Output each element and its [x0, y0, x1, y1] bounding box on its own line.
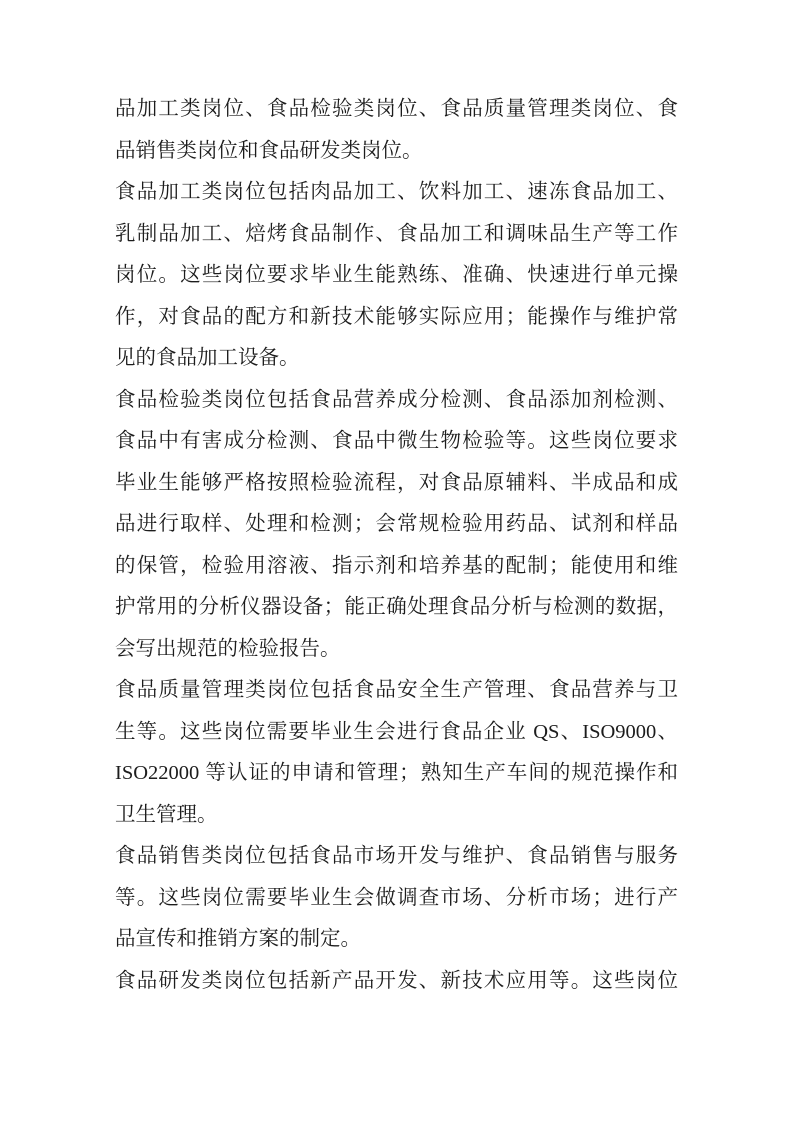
- text-line: 品销售类岗位和食品研发类岗位。: [115, 139, 423, 162]
- text-line: 食品研发类岗位包括新产品开发、新技术应用等。这些岗位: [115, 969, 678, 992]
- text-line: 品加工类岗位、食品检验类岗位、食品质量管理类岗位、食: [115, 98, 678, 120]
- text-line: 品宣传和推销方案的制定。: [115, 928, 361, 950]
- text-line: 护常用的分析仪器设备；能正确处理食品分析与检测的数据，: [115, 596, 678, 618]
- text-line: 食品检验类岗位包括食品营养成分检测、食品添加剂检测、: [115, 388, 678, 411]
- text-line: ISO22000 等认证的申请和管理；熟知生产车间的规范操作和: [115, 762, 678, 784]
- text-line: 食品质量管理类岗位包括食品安全生产管理、食品营养与卫: [115, 679, 678, 701]
- text-line: 生等。这些岗位需要毕业生会进行食品企业 QS、ISO9000、: [115, 720, 678, 743]
- text-line: 食品中有害成分检测、食品中微生物检验等。这些岗位要求: [115, 430, 678, 452]
- document-text-block: [115, 89, 678, 1002]
- text-line: 作，对食品的配方和新技术能够实际应用；能操作与维护常: [115, 305, 678, 328]
- text-line: 毕业生能够严格按照检验流程，对食品原辅料、半成品和成: [115, 471, 678, 494]
- text-line: 乳制品加工、焙烤食品制作、食品加工和调味品生产等工作: [115, 222, 678, 245]
- text-line: 食品加工类岗位包括肉品加工、饮料加工、速冻食品加工、: [115, 181, 678, 203]
- text-line: 岗位。这些岗位要求毕业生能熟练、准确、快速进行单元操: [115, 264, 678, 286]
- text-line: 的保管，检验用溶液、指示剂和培养基的配制；能使用和维: [115, 554, 678, 577]
- text-line: 卫生管理。: [115, 803, 218, 826]
- text-line: 食品销售类岗位包括食品市场开发与维护、食品销售与服务: [115, 845, 678, 867]
- text-line: 等。这些岗位需要毕业生会做调查市场、分析市场；进行产: [115, 886, 678, 909]
- text-line: 见的食品加工设备。: [115, 347, 300, 369]
- text-line: 会写出规范的检验报告。: [115, 637, 341, 660]
- text-line: 品进行取样、处理和检测；会常规检验用药品、试剂和样品: [115, 513, 678, 535]
